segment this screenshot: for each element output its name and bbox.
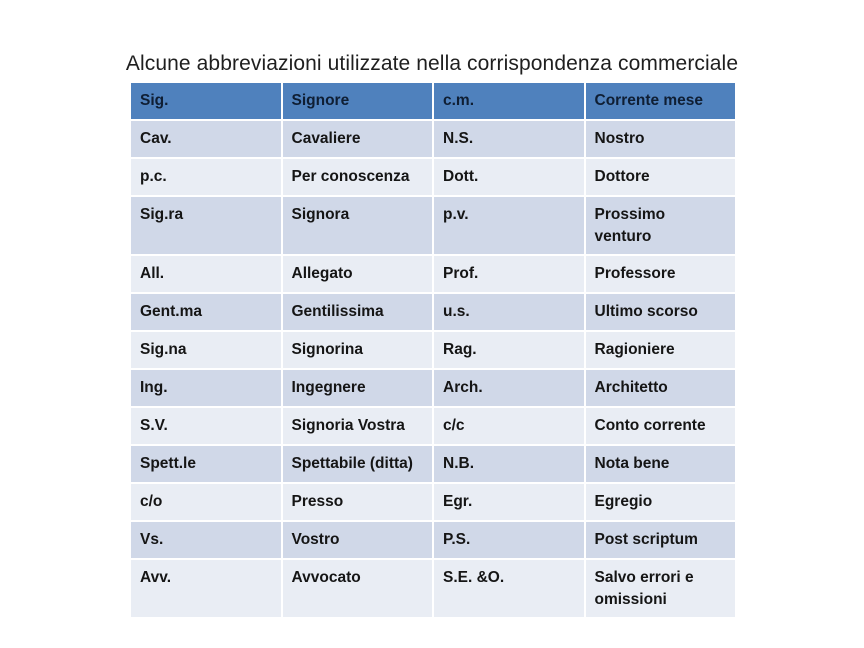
table-row	[130, 255, 736, 293]
table-cell: Cavaliere	[282, 120, 434, 158]
table-cell: Allegato	[282, 255, 434, 293]
table-header-cell: c.m.	[433, 83, 585, 120]
table-row	[130, 521, 736, 559]
table-cell: u.s.	[433, 293, 585, 331]
table-cell: Arch.	[433, 369, 585, 407]
table-cell: Signorina	[282, 331, 434, 369]
table-row	[130, 293, 736, 331]
table-cell: Signoria Vostra	[282, 407, 434, 445]
table-cell: Post scriptum	[585, 521, 737, 559]
table-cell: Nota bene	[585, 445, 737, 483]
table-cell: Conto corrente	[585, 407, 737, 445]
table-row	[130, 445, 736, 483]
table-cell: Spettabile (ditta)	[282, 445, 434, 483]
table-row	[130, 369, 736, 407]
table-cell: c/o	[130, 483, 282, 521]
abbreviations-table	[129, 83, 737, 619]
table-cell: Nostro	[585, 120, 737, 158]
table-cell: Vostro	[282, 521, 434, 559]
table-row	[130, 196, 736, 255]
table-row	[130, 158, 736, 196]
table-cell: p.v.	[433, 196, 585, 255]
table-cell: Ing.	[130, 369, 282, 407]
table-cell: Dottore	[585, 158, 737, 196]
table-header-cell: Signore	[282, 83, 434, 120]
table-cell: p.c.	[130, 158, 282, 196]
table-row	[130, 120, 736, 158]
table-cell: Avv.	[130, 559, 282, 618]
table-cell: N.S.	[433, 120, 585, 158]
table-cell: Rag.	[433, 331, 585, 369]
table-header-row	[130, 83, 736, 120]
table-cell: Ragioniere	[585, 331, 737, 369]
table-row	[130, 559, 736, 618]
table-row	[130, 483, 736, 521]
table-header-cell: Corrente mese	[585, 83, 737, 120]
table-cell: Salvo errori e omissioni	[585, 559, 737, 618]
table-cell: Cav.	[130, 120, 282, 158]
table-cell: Prossimo venturo	[585, 196, 737, 255]
table-cell: Egr.	[433, 483, 585, 521]
slide-title: Alcune abbreviazioni utilizzate nella corrispondenza commerciale	[125, 52, 739, 75]
table-row	[130, 407, 736, 445]
table-cell: S.E. &O.	[433, 559, 585, 618]
table-cell: Egregio	[585, 483, 737, 521]
table-cell: Gent.ma	[130, 293, 282, 331]
table-cell: Presso	[282, 483, 434, 521]
table-cell: All.	[130, 255, 282, 293]
table-cell: S.V.	[130, 407, 282, 445]
table-cell: N.B.	[433, 445, 585, 483]
table-cell: Spett.le	[130, 445, 282, 483]
table-cell: Ultimo scorso	[585, 293, 737, 331]
table-cell: Gentilissima	[282, 293, 434, 331]
table-cell: c/c	[433, 407, 585, 445]
table-cell: Sig.na	[130, 331, 282, 369]
table-cell: Sig.ra	[130, 196, 282, 255]
table-cell: P.S.	[433, 521, 585, 559]
table-header-cell: Sig.	[130, 83, 282, 120]
table-cell: Avvocato	[282, 559, 434, 618]
table-cell: Vs.	[130, 521, 282, 559]
table-cell: Professore	[585, 255, 737, 293]
table-cell: Dott.	[433, 158, 585, 196]
table-cell: Prof.	[433, 255, 585, 293]
table-row	[130, 331, 736, 369]
table-cell: Ingegnere	[282, 369, 434, 407]
table-cell: Architetto	[585, 369, 737, 407]
table-cell: Per conoscenza	[282, 158, 434, 196]
table-cell: Signora	[282, 196, 434, 255]
